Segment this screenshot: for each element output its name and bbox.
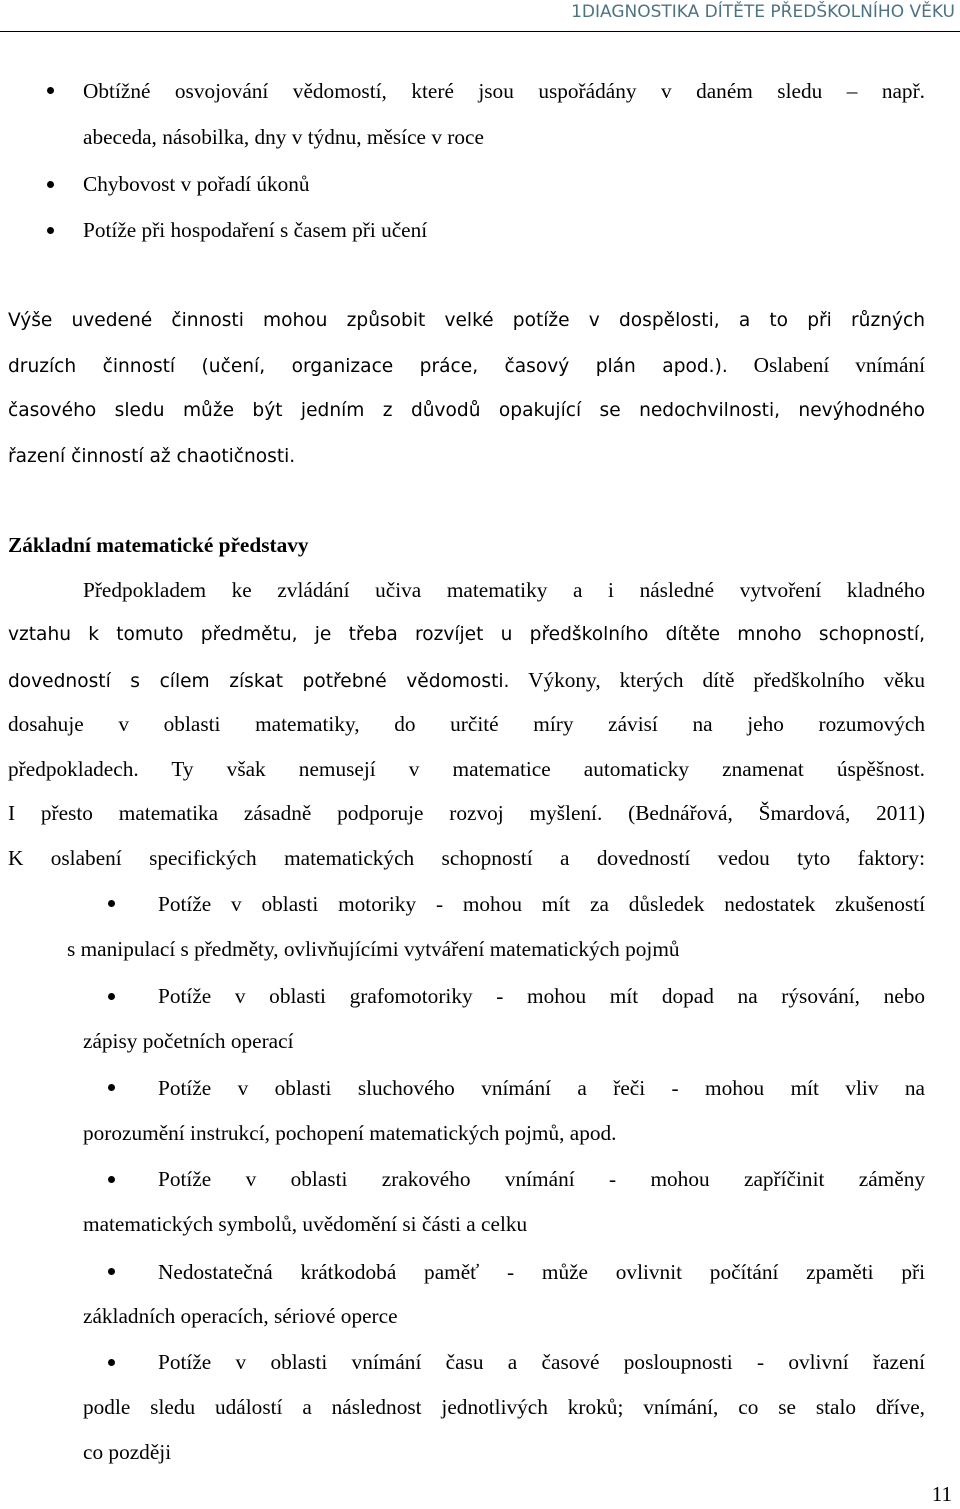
paragraph-line: Výše uvedené činnosti mohou způsobit velké potíže v dospělosti, a to při různých xyxy=(8,310,925,331)
paragraph-line: I přesto matematika zásadně podporuje rozvoj myšlení. (Bednářová, Šmardová, 2011) xyxy=(8,801,925,825)
list-item-text: Nedostatečná krátkodobá paměť - může ovlivnit počítání zpaměti při xyxy=(158,1260,925,1284)
list-item-text: základních operacích, sériové operce xyxy=(83,1304,398,1328)
text-run: Oslabení vnímání xyxy=(727,353,925,377)
bullet-icon xyxy=(47,87,54,94)
paragraph-line: K oslabení specifických matematických schopností a dovedností vedou tyto faktory: xyxy=(8,846,925,870)
bullet-icon xyxy=(108,1084,115,1091)
paragraph-line: časového sledu může být jedním z důvodů opakující se nedochvilnosti, nevýhodného xyxy=(8,400,925,421)
bullet-icon xyxy=(108,1176,115,1183)
paragraph-line: řazení činností až chaotičnosti. xyxy=(8,446,296,467)
list-item-text: Potíže v oblasti zrakového vnímání - mohou zapříčinit záměny xyxy=(158,1167,925,1191)
running-title: 1DIAGNOSTIKA DÍTĚTE PŘEDŠKOLNÍHO VĚKU xyxy=(571,2,955,22)
list-item-text: abeceda, násobilka, dny v týdnu, měsíce v roce xyxy=(83,125,484,149)
list-item-text: podle sledu událostí a následnost jednotlivých kroků; vnímání, co se stalo dříve, xyxy=(83,1395,925,1419)
text-run: druzích činností (učení, organizace práce, časový plán apod.). xyxy=(8,356,728,377)
list-item-text: Potíže v oblasti sluchového vnímání a řeči - mohou mít vliv na xyxy=(158,1076,925,1100)
list-item-text: Potíže při hospodaření s časem při učení xyxy=(83,218,428,242)
section-heading: Základní matematické představy xyxy=(8,533,309,557)
bullet-icon xyxy=(47,181,54,188)
list-item-text: Potíže v oblasti motoriky - mohou mít za důsledek nedostatek zkušeností xyxy=(158,892,925,916)
list-item-text: Potíže v oblasti vnímání času a časové posloupnosti - ovlivní řazení xyxy=(158,1350,925,1374)
paragraph-line xyxy=(8,352,925,378)
list-item-text: Obtížné osvojování vědomostí, které jsou uspořádány v daném sledu – např. xyxy=(83,79,925,103)
text-run: dovedností s cílem získat potřebné vědomosti. xyxy=(8,671,510,692)
list-item-text: zápisy početních operací xyxy=(83,1029,294,1053)
paragraph-line xyxy=(8,667,925,693)
bullet-icon xyxy=(108,993,115,1000)
page-number: 11 xyxy=(931,1482,952,1506)
bullet-icon xyxy=(47,227,54,234)
list-item-text: porozumění instrukcí, pochopení matematických pojmů, apod. xyxy=(83,1121,617,1145)
paragraph-line: vztahu k tomuto předmětu, je třeba rozvíjet u předškolního dítěte mnoho schopností, xyxy=(8,624,925,645)
paragraph-line: předpokladech. Ty však nemusejí v matematice automaticky znamenat úspěšnost. xyxy=(8,757,925,781)
text-run: Výkony, kterých dítě předškolního věku xyxy=(509,668,926,692)
bullet-icon xyxy=(108,1268,115,1275)
list-item-text: co později xyxy=(83,1440,172,1464)
bullet-icon xyxy=(108,1359,115,1366)
paragraph-line: Předpokladem ke zvládání učiva matematiky a i následné vytvoření kladného xyxy=(83,578,925,602)
paragraph-line: dosahuje v oblasti matematiky, do určité míry závisí na jeho rozumových xyxy=(8,712,925,736)
list-item-text: matematických symbolů, uvědomění si části a celku xyxy=(83,1212,528,1236)
page-header xyxy=(0,0,960,32)
list-item-text: Potíže v oblasti grafomotoriky - mohou mít dopad na rýsování, nebo xyxy=(158,984,925,1008)
list-item-text: Chybovost v pořadí úkonů xyxy=(83,172,310,196)
bullet-icon xyxy=(108,900,115,907)
list-item-text: s manipulací s předměty, ovlivňujícími vytváření matematických pojmů xyxy=(67,937,680,961)
